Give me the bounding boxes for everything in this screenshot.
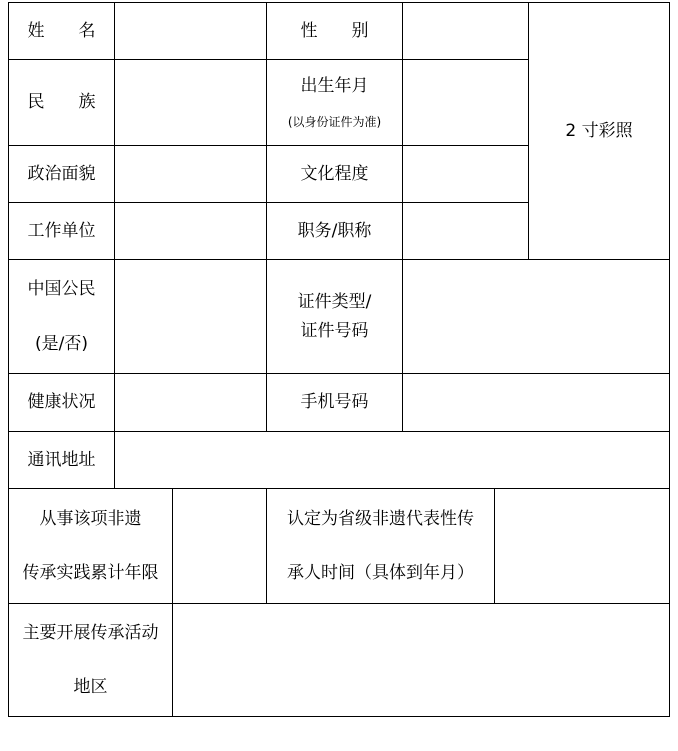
gender-label <box>266 2 403 60</box>
title-label-text: 职务/职称 <box>297 220 372 241</box>
gender-field[interactable] <box>402 2 529 60</box>
health-label <box>8 373 115 432</box>
title-field[interactable] <box>402 202 529 260</box>
employer-field[interactable] <box>114 202 267 260</box>
name-label-text: 姓 名 <box>27 20 96 41</box>
address-field[interactable] <box>114 431 670 489</box>
region-line2: 地区 <box>73 677 108 697</box>
political-label <box>8 145 115 203</box>
political-field[interactable] <box>114 145 267 203</box>
education-label-text: 文化程度 <box>300 163 369 184</box>
health-field[interactable] <box>114 373 267 432</box>
practice-years-label <box>8 488 173 604</box>
address-label-text: 通讯地址 <box>27 449 96 470</box>
birth-note: (以身份证件为准) <box>287 114 382 129</box>
gender-label-text: 性 别 <box>300 20 369 41</box>
id-type-label-line2: 证件号码 <box>300 320 369 341</box>
recognition-line2: 承人时间（具体到年月） <box>287 563 474 583</box>
political-label-text: 政治面貌 <box>27 163 96 184</box>
citizen-label-line2: (是/否) <box>35 333 88 354</box>
citizen-field[interactable] <box>114 259 267 374</box>
recognition-label <box>266 488 495 604</box>
phone-label-text: 手机号码 <box>300 392 369 413</box>
region-label <box>8 603 173 717</box>
ethnicity-field[interactable] <box>114 59 267 146</box>
name-label <box>8 2 115 60</box>
birth-field[interactable] <box>402 59 529 146</box>
photo-box[interactable] <box>528 2 670 260</box>
education-field[interactable] <box>402 145 529 203</box>
id-type-label <box>266 259 403 374</box>
photo-label: 2 寸彩照 <box>565 120 633 141</box>
phone-field[interactable] <box>402 373 670 432</box>
employer-label <box>8 202 115 260</box>
health-label-text: 健康状况 <box>27 392 96 413</box>
birth-label-text: 出生年月 <box>300 76 369 97</box>
birth-label <box>266 59 403 146</box>
ethnicity-label <box>8 59 115 146</box>
practice-years-line1: 从事该项非遗 <box>39 508 142 529</box>
education-label <box>266 145 403 203</box>
citizen-label <box>8 259 115 374</box>
practice-years-line2: 传承实践累计年限 <box>22 563 159 583</box>
recognition-field[interactable] <box>494 488 670 604</box>
recognition-line1: 认定为省级非遗代表性传 <box>287 508 474 529</box>
id-type-label-line1: 证件类型/ <box>297 292 372 313</box>
id-number-field[interactable] <box>402 259 670 374</box>
citizen-label-line1: 中国公民 <box>27 279 96 300</box>
address-label <box>8 431 115 489</box>
employer-label-text: 工作单位 <box>27 220 96 241</box>
region-line1: 主要开展传承活动 <box>22 622 159 643</box>
practice-years-field[interactable] <box>172 488 267 604</box>
title-label <box>266 202 403 260</box>
region-field[interactable] <box>172 603 670 717</box>
name-field[interactable] <box>114 2 267 60</box>
phone-label <box>266 373 403 432</box>
ethnicity-label-text: 民 族 <box>27 92 96 113</box>
